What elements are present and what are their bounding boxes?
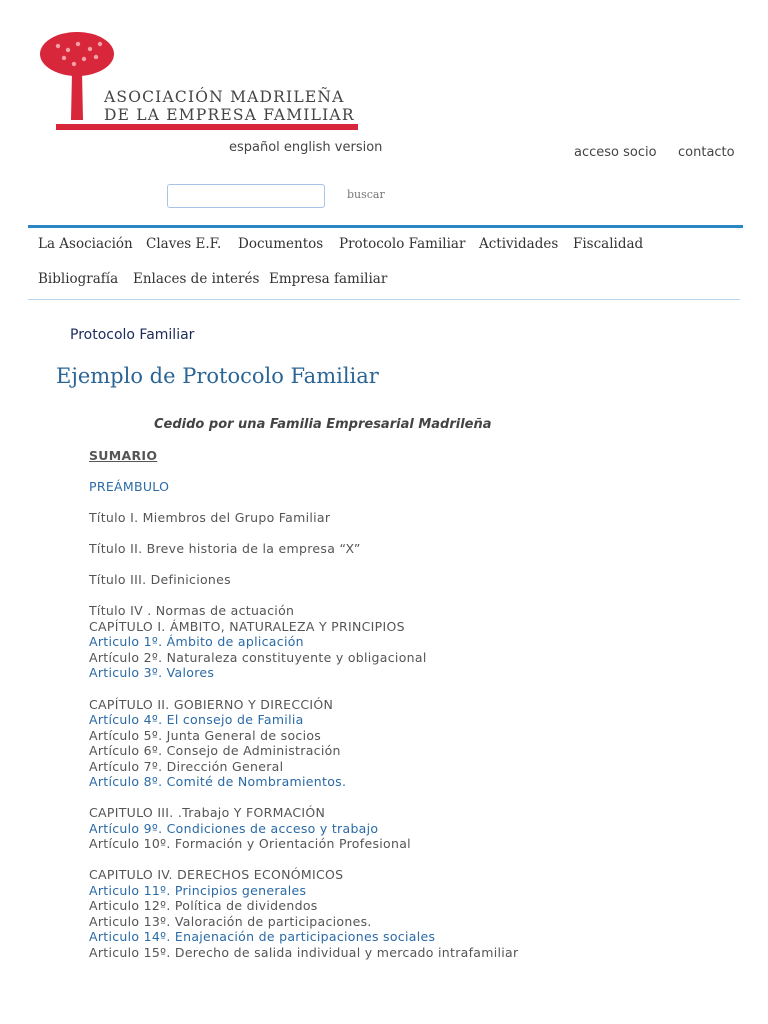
chapter-heading: CAPÍTULO I. ÁMBITO, NATURALEZA Y PRINCIPIOS bbox=[89, 619, 405, 634]
toc-line: Título IV . Normas de actuación bbox=[89, 603, 295, 618]
nav-item-documentos[interactable]: Documentos bbox=[238, 236, 324, 252]
logo-text: ASOCIACIÓN MADRILEÑA DE LA EMPRESA FAMILIAR bbox=[104, 88, 355, 124]
header-divider bbox=[28, 225, 743, 228]
nav-item-bibliografia[interactable]: Bibliografía bbox=[38, 271, 119, 287]
toc-line: Articulo 13º. Valoración de participaciones. bbox=[89, 914, 372, 929]
toc-line: Articulo 12º. Política de dividendos bbox=[89, 898, 318, 913]
toc-link[interactable]: Artículo 4º. El consejo de Familia bbox=[89, 712, 304, 727]
nav-divider bbox=[28, 299, 740, 300]
toc-line: Título III. Definiciones bbox=[89, 572, 231, 587]
sumario-heading: SUMARIO bbox=[89, 448, 158, 463]
nav-item-actividades[interactable]: Actividades bbox=[479, 236, 559, 252]
section-title: Protocolo Familiar bbox=[70, 327, 195, 343]
preambulo-link[interactable]: PREÁMBULO bbox=[89, 479, 170, 494]
nav-item-fiscalidad[interactable]: Fiscalidad bbox=[573, 236, 644, 252]
search-button[interactable]: buscar bbox=[347, 188, 385, 201]
logo-underline bbox=[56, 124, 358, 130]
contacto-link[interactable]: contacto bbox=[678, 145, 735, 160]
chapter-heading: CAPÍTULO II. GOBIERNO Y DIRECCIÓN bbox=[89, 697, 334, 712]
chapter-heading: CAPITULO IV. DERECHOS ECONÓMICOS bbox=[89, 867, 344, 882]
acceso-socio-link[interactable]: acceso socio bbox=[574, 145, 657, 160]
toc-line: Artículo 10º. Formación y Orientación Profesional bbox=[89, 836, 411, 851]
toc-link[interactable]: Artículo 8º. Comité de Nombramientos. bbox=[89, 774, 347, 789]
toc-link[interactable]: Artículo 9º. Condiciones de acceso y trabajo bbox=[89, 821, 379, 836]
language-links[interactable]: español english version bbox=[229, 140, 383, 155]
subtitle: Cedido por una Familia Empresarial Madrileña bbox=[154, 417, 492, 432]
toc-line: Artículo 7º. Dirección General bbox=[89, 759, 284, 774]
nav-item-empresa-familiar[interactable]: Empresa familiar bbox=[269, 271, 388, 287]
toc-line: Título I. Miembros del Grupo Familiar bbox=[89, 510, 331, 525]
nav-item-claves[interactable]: Claves E.F. bbox=[146, 236, 222, 252]
page-title: Ejemplo de Protocolo Familiar bbox=[56, 364, 379, 388]
toc-line: Artículo 2º. Naturaleza constituyente y obligacional bbox=[89, 650, 427, 665]
toc-line: Articulo 15º. Derecho de salida individual y mercado intrafamiliar bbox=[89, 945, 519, 960]
toc-link[interactable]: Articulo 1º. Ámbito de aplicación bbox=[89, 634, 304, 649]
toc-line: Artículo 5º. Junta General de socios bbox=[89, 728, 322, 743]
toc-line: Artículo 6º. Consejo de Administración bbox=[89, 743, 341, 758]
toc-link[interactable]: Articulo 14º. Enajenación de participaciones sociales bbox=[89, 929, 436, 944]
nav-item-protocolo-familiar[interactable]: Protocolo Familiar bbox=[339, 236, 466, 252]
chapter-heading: CAPITULO III. .Trabajo Y FORMACIÓN bbox=[89, 805, 326, 820]
nav-item-enlaces[interactable]: Enlaces de interés bbox=[133, 271, 260, 287]
toc-link[interactable]: Articulo 3º. Valores bbox=[89, 665, 215, 680]
toc-line: Título II. Breve historia de la empresa “X” bbox=[89, 541, 361, 556]
toc-link[interactable]: Articulo 11º. Principios generales bbox=[89, 883, 307, 898]
nav-item-la-asociacion[interactable]: La Asociación bbox=[38, 236, 133, 252]
search-input[interactable] bbox=[167, 184, 325, 208]
